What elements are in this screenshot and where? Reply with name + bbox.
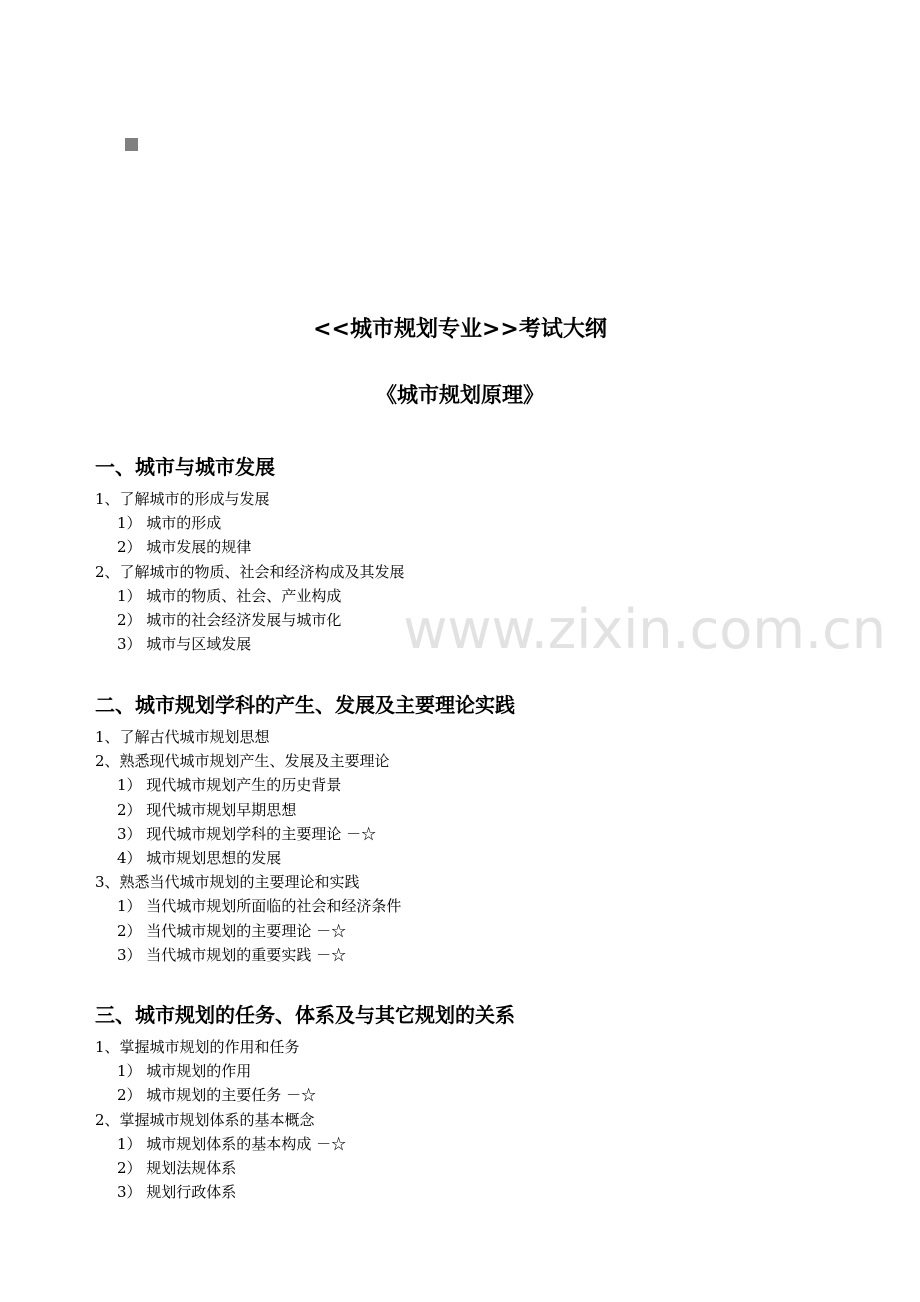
outline-subitem: 2） 当代城市规划的主要理论 －☆ (117, 921, 347, 940)
watermark-text: www.zixin.com.cn (403, 598, 886, 661)
outline-item: 2、掌握城市规划体系的基本概念 (95, 1110, 315, 1129)
outline-subitem: 3） 规划行政体系 (117, 1183, 237, 1202)
section-heading: 二、城市规划学科的产生、发展及主要理论实践 (95, 693, 515, 717)
outline-subitem: 4） 城市规划思想的发展 (117, 848, 282, 867)
outline-item: 2、熟悉现代城市规划产生、发展及主要理论 (95, 752, 390, 771)
section-1 (95, 453, 875, 656)
document-title: <<城市规划专业>>考试大纲 (313, 317, 607, 342)
section-heading: 三、城市规划的任务、体系及与其它规划的关系 (95, 1003, 515, 1027)
outline-item: 1、了解古代城市规划思想 (95, 728, 270, 746)
outline-subitem: 1） 城市的形成 (117, 514, 222, 533)
page-marker-square (125, 138, 138, 151)
outline-subitem: 2） 城市的社会经济发展与城市化 (117, 610, 342, 629)
outline-subitem: 2） 规划法规体系 (117, 1158, 237, 1177)
document-subtitle: 《城市规划原理》 (376, 383, 544, 407)
outline-item: 1、掌握城市规划的作用和任务 (95, 1038, 300, 1056)
outline-subitem: 1） 城市的物质、社会、产业构成 (117, 586, 342, 605)
section-2 (95, 691, 875, 967)
outline-list (95, 1035, 875, 1204)
outline-subitem: 3） 现代城市规划学科的主要理论 －☆ (117, 824, 377, 843)
outline-item: 3、熟悉当代城市规划的主要理论和实践 (95, 873, 360, 892)
outline-subitem: 1） 现代城市规划产生的历史背景 (117, 776, 342, 795)
outline-subitem: 2） 现代城市规划早期思想 (117, 800, 297, 819)
outline-list (95, 487, 875, 656)
outline-subitem: 1） 城市规划体系的基本构成 －☆ (117, 1134, 347, 1153)
outline-subitem: 1） 城市规划的作用 (117, 1062, 252, 1081)
outline-list (95, 725, 875, 967)
outline-subitem: 3） 当代城市规划的重要实践 －☆ (117, 945, 347, 964)
outline-subitem: 3） 城市与区域发展 (117, 635, 252, 654)
outline-item: 2、了解城市的物质、社会和经济构成及其发展 (95, 562, 405, 581)
outline-subitem: 2） 城市规划的主要任务 －☆ (117, 1086, 317, 1105)
outline-subitem: 1） 当代城市规划所面临的社会和经济条件 (117, 897, 402, 916)
outline-subitem: 2） 城市发展的规律 (117, 538, 252, 557)
section-heading: 一、城市与城市发展 (95, 455, 275, 479)
section-3 (95, 1001, 875, 1204)
outline-item: 1、了解城市的形成与发展 (95, 490, 270, 508)
